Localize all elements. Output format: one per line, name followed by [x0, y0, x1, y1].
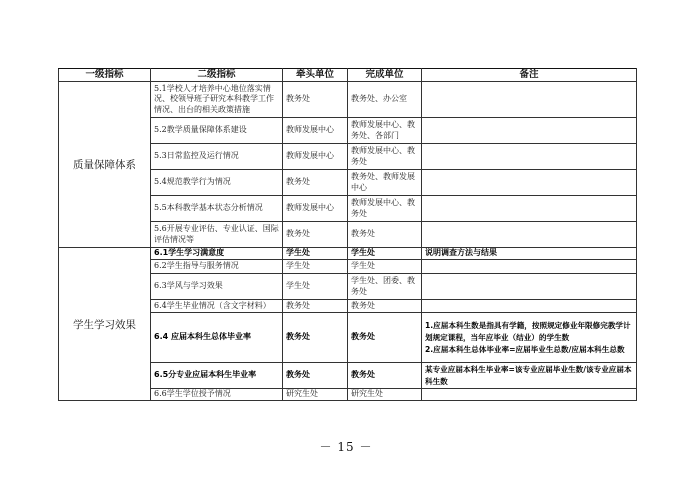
item-cell: 6.6学生学位授予情况 [151, 389, 283, 401]
note-cell [422, 260, 637, 274]
lead-cell: 教师发展中心 [283, 118, 348, 144]
note-cell [422, 82, 637, 118]
table-row [59, 248, 637, 260]
item-cell: 6.4学生毕业情况（含文字材料） [151, 300, 283, 313]
level1-cell: 学生学习效果 [59, 248, 151, 401]
note-cell [422, 274, 637, 300]
done-cell: 教务处 [348, 363, 422, 389]
note-cell [422, 222, 637, 248]
done-cell: 教务处、办公室 [348, 82, 422, 118]
page-number: － 15 － [319, 440, 373, 454]
indicator-table [58, 68, 637, 401]
done-cell: 学生处 [348, 260, 422, 274]
item-cell: 5.4规范教学行为情况 [151, 170, 283, 196]
item-cell: 6.3学风与学习效果 [151, 274, 283, 300]
done-cell: 研究生处 [348, 389, 422, 401]
table-row [59, 82, 637, 118]
note-cell: 说明调查方法与结果 [422, 248, 637, 260]
lead-cell: 教务处 [283, 82, 348, 118]
header-level1: 一级指标 [59, 69, 151, 82]
item-cell: 6.1学生学习满意度 [151, 248, 283, 260]
note-cell: 1.应届本科生数是指具有学籍，按照规定修业年限修完教学计划规定课程，当年应毕业（结业）的学生数 2.应届本科生总体毕业率=应届毕业生总数/应届本科生总数 [422, 313, 637, 363]
lead-cell: 教务处 [283, 222, 348, 248]
lead-cell: 学生处 [283, 248, 348, 260]
note-cell [422, 300, 637, 313]
item-cell: 6.2学生指导与服务情况 [151, 260, 283, 274]
lead-cell: 教师发展中心 [283, 144, 348, 170]
done-cell: 学生处 [348, 248, 422, 260]
lead-cell: 学生处 [283, 274, 348, 300]
item-cell: 5.5本科教学基本状态分析情况 [151, 196, 283, 222]
done-cell: 教务处、教师发展中心 [348, 170, 422, 196]
note-cell [422, 196, 637, 222]
done-cell: 教务处 [348, 313, 422, 363]
lead-cell: 研究生处 [283, 389, 348, 401]
note-cell [422, 144, 637, 170]
done-cell: 教务处 [348, 300, 422, 313]
note-cell: 某专业应届本科生毕业率=该专业应届毕业生数/该专业应届本科生数 [422, 363, 637, 389]
lead-cell: 学生处 [283, 260, 348, 274]
lead-cell: 教务处 [283, 313, 348, 363]
header-row [59, 69, 637, 82]
note-cell [422, 170, 637, 196]
item-cell: 5.6开展专业评估、专业认证、国际评估情况等 [151, 222, 283, 248]
lead-cell: 教务处 [283, 300, 348, 313]
note-cell [422, 389, 637, 401]
done-cell: 教务处 [348, 222, 422, 248]
header-done-unit: 完成单位 [348, 69, 422, 82]
table-header [59, 69, 637, 82]
item-cell: 6.5分专业应届本科生毕业率 [151, 363, 283, 389]
item-cell: 5.1学校人才培养中心地位落实情况、校领导班子研究本科教学工作情况、出台的相关政策措施 [151, 82, 283, 118]
header-level2: 二级指标 [151, 69, 283, 82]
item-cell: 5.2教学质量保障体系建设 [151, 118, 283, 144]
lead-cell: 教师发展中心 [283, 196, 348, 222]
lead-cell: 教务处 [283, 170, 348, 196]
table-body [59, 82, 637, 401]
item-cell: 6.4 应届本科生总体毕业率 [151, 313, 283, 363]
header-note: 备注 [422, 69, 637, 82]
level1-cell: 质量保障体系 [59, 82, 151, 248]
done-cell: 教师发展中心、教务处 [348, 196, 422, 222]
header-lead-unit: 牵头单位 [283, 69, 348, 82]
done-cell: 教师发展中心、教务处、各部门 [348, 118, 422, 144]
item-cell: 5.3日常监控及运行情况 [151, 144, 283, 170]
lead-cell: 教务处 [283, 363, 348, 389]
done-cell: 教师发展中心、教务处 [348, 144, 422, 170]
done-cell: 学生处、团委、教务处 [348, 274, 422, 300]
note-cell [422, 118, 637, 144]
